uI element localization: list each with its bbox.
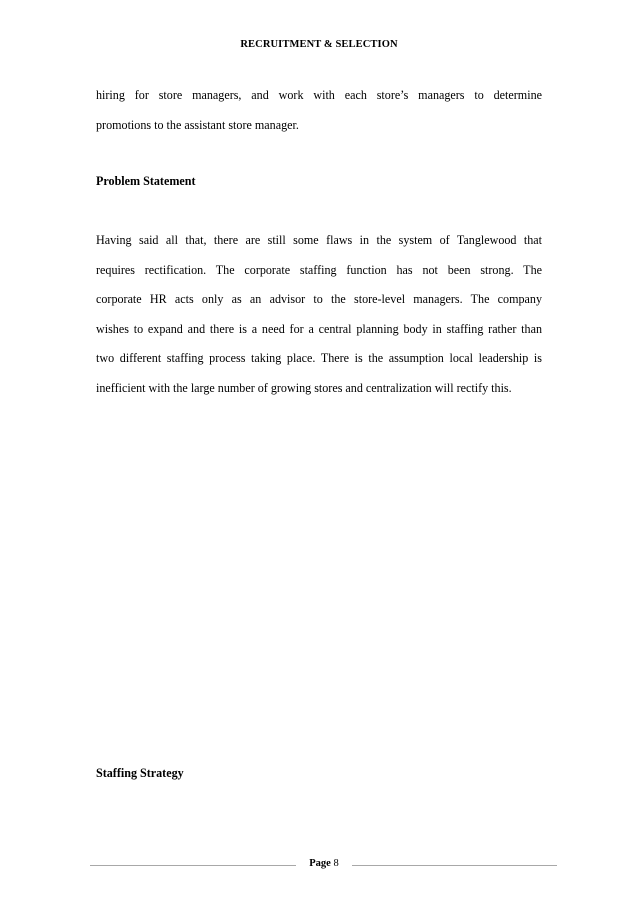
paragraph-line: hiring for store managers, and work with each store’s managers to determine — [96, 88, 542, 102]
paragraph-line: two different staffing process taking place. There is the assumption local leadership is — [96, 351, 542, 366]
page-number-value: 8 — [333, 858, 339, 869]
paragraph-line: inefficient with the large number of growing stores and centralization will rectify this. — [96, 380, 512, 395]
continuation-paragraph-end — [96, 111, 542, 141]
paragraph-line: promotions to the assistant store manager. — [96, 118, 299, 132]
footer-rule-right — [352, 865, 557, 866]
running-header: RECRUITMENT & SELECTION — [240, 39, 398, 50]
page-number — [296, 858, 352, 869]
problem-statement-heading: Problem Statement — [96, 174, 196, 188]
paragraph-line: wishes to expand and there is a need for a central planning body in staffing rather than — [96, 321, 542, 336]
staffing-strategy-heading: Staffing Strategy — [96, 766, 184, 780]
paragraph-line: Having said all that, there are still some flaws in the system of Tanglewood that — [96, 233, 542, 247]
paragraph-line: requires rectification. The corporate staffing function has not been strong. The — [96, 262, 542, 277]
page-label: Page — [309, 858, 331, 869]
paragraph-line: corporate HR acts only as an advisor to the store-level managers. The company — [96, 292, 542, 307]
problem-statement-paragraph — [96, 226, 542, 404]
continuation-paragraph — [96, 81, 542, 111]
footer-rule-left — [90, 865, 296, 866]
